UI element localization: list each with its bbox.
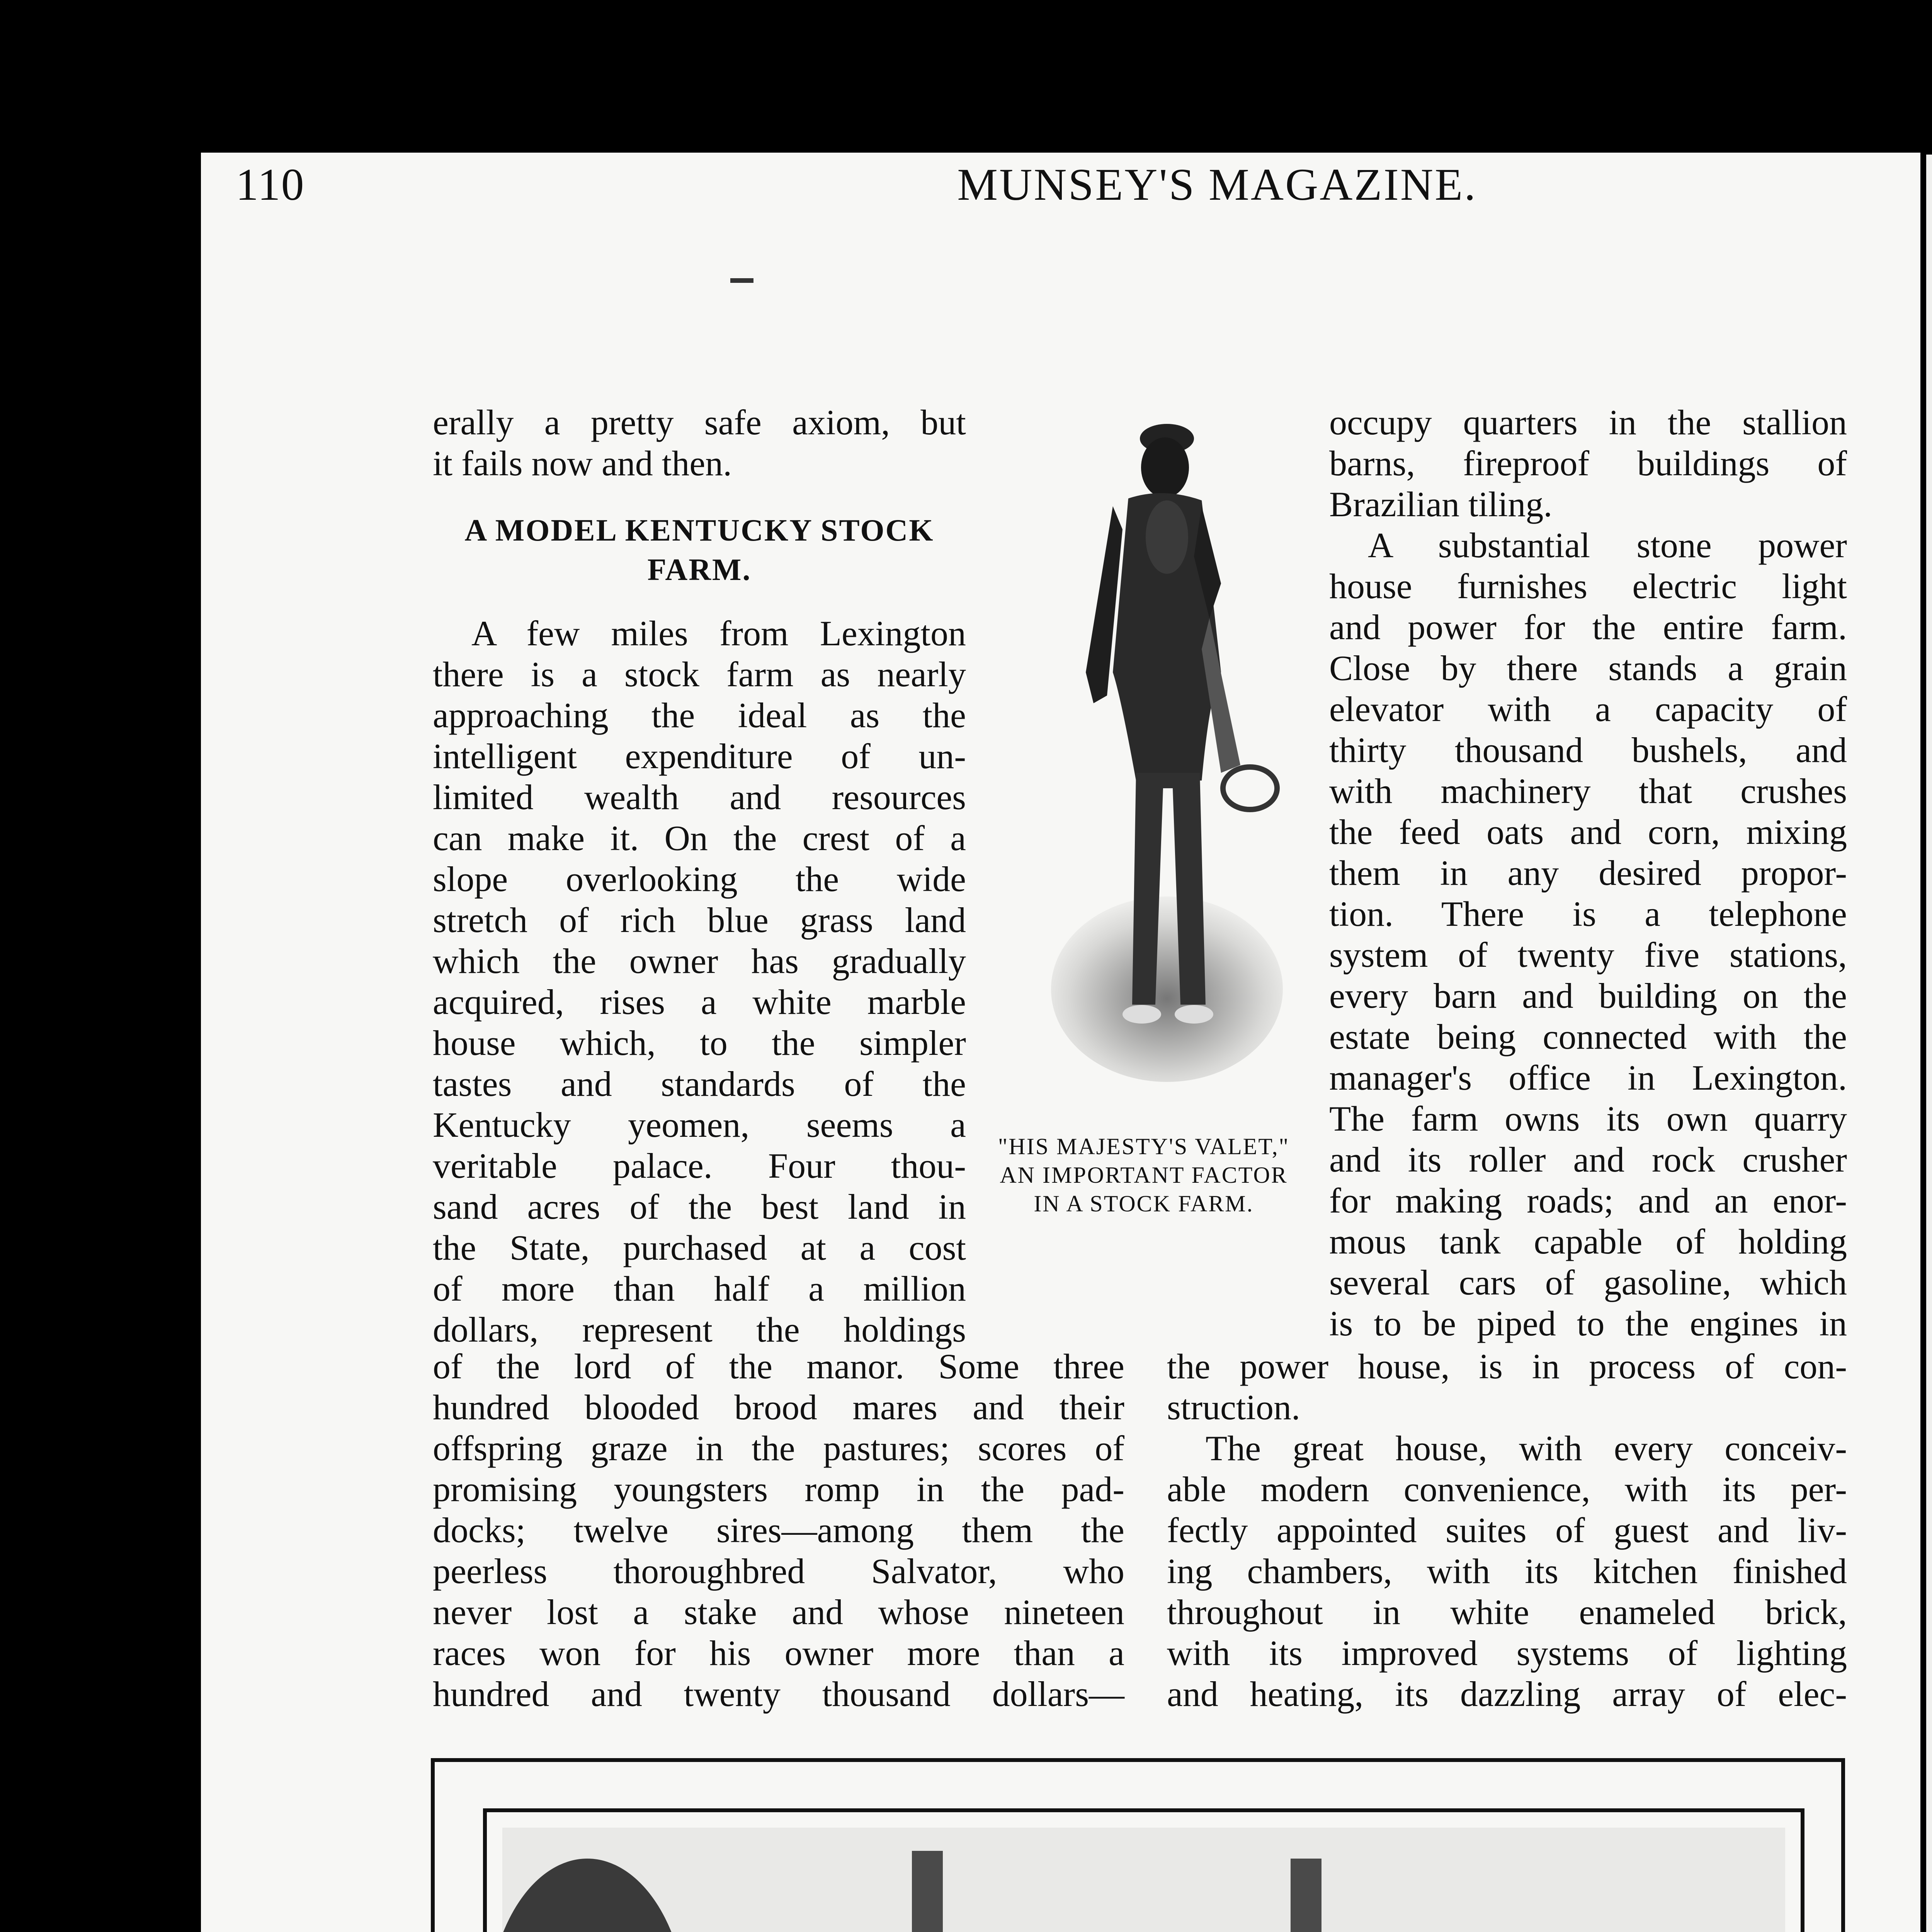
text-line: stretch of rich blue grass land bbox=[433, 900, 966, 940]
text-line: throughout in white enameled brick, bbox=[1167, 1592, 1847, 1632]
text-line: races won for his owner more than a bbox=[433, 1633, 1124, 1673]
text-line: and power for the entire farm. bbox=[1329, 607, 1847, 647]
text-line: limited wealth and resources bbox=[433, 777, 966, 817]
text-line: dollars, represent the holdings bbox=[433, 1310, 966, 1349]
text-line: which the owner has gradually bbox=[433, 941, 966, 981]
text-line: the feed oats and corn, mixing bbox=[1329, 812, 1847, 852]
text-line-group bbox=[433, 613, 966, 1350]
text-line: promising youngsters romp in the pad- bbox=[433, 1469, 1124, 1509]
column-right-lower bbox=[1167, 1346, 1847, 1714]
print-mark bbox=[730, 278, 753, 283]
text-line: elevator with a capacity of bbox=[1329, 689, 1847, 729]
text-line: tion. There is a telephone bbox=[1329, 894, 1847, 934]
text-line: mous tank capable of holding bbox=[1329, 1222, 1847, 1261]
text-line: for making roads; and an enor- bbox=[1329, 1181, 1847, 1220]
text-line: sand acres of the best land in bbox=[433, 1187, 966, 1226]
text-line: is to be piped to the engines in bbox=[1329, 1304, 1847, 1343]
text-line: several cars of gasoline, which bbox=[1329, 1263, 1847, 1302]
text-line: of more than half a million bbox=[433, 1269, 966, 1308]
text-line: and its roller and rock crusher bbox=[1329, 1140, 1847, 1179]
text-line: Close by there stands a grain bbox=[1329, 648, 1847, 688]
ashland-photograph bbox=[502, 1828, 1785, 1932]
text-line: acquired, rises a white marble bbox=[433, 982, 966, 1022]
text-line: The farm owns its own quarry bbox=[1329, 1099, 1847, 1138]
page-number: 110 bbox=[236, 159, 305, 210]
text-line: with its improved systems of lighting bbox=[1167, 1633, 1847, 1673]
text-line: occupy quarters in the stallion bbox=[1329, 403, 1847, 442]
text-line: estate being connected with the bbox=[1329, 1017, 1847, 1056]
text-line: barns, fireproof buildings of bbox=[1329, 444, 1847, 483]
text-line: Kentucky yeomen, seems a bbox=[433, 1105, 966, 1145]
text-line: every barn and building on the bbox=[1329, 976, 1847, 1015]
text-line: approaching the ideal as the bbox=[433, 696, 966, 735]
text-line: can make it. On the crest of a bbox=[433, 818, 966, 858]
text-line: ing chambers, with its kitchen finished bbox=[1167, 1551, 1847, 1591]
text-line: manager's office in Lexington. bbox=[1329, 1058, 1847, 1097]
text-line: struction. bbox=[1167, 1388, 1300, 1427]
text-line: with machinery that crushes bbox=[1329, 771, 1847, 811]
text-line: of the lord of the manor. Some three bbox=[433, 1347, 1124, 1386]
text-line: hundred blooded brood mares and their bbox=[433, 1388, 1124, 1427]
text-line: slope overlooking the wide bbox=[433, 859, 966, 899]
text-line: house which, to the simpler bbox=[433, 1023, 966, 1063]
column-right bbox=[1329, 402, 1847, 1344]
text-line: A substantial stone power bbox=[1368, 526, 1847, 565]
text-line: docks; twelve sires—among them the bbox=[433, 1510, 1124, 1550]
running-title: MUNSEY'S MAGAZINE. bbox=[957, 159, 1477, 210]
text-line: there is a stock farm as nearly bbox=[433, 655, 966, 694]
text-line: the power house, is in process of con- bbox=[1167, 1347, 1847, 1386]
text-line: erally a pretty safe axiom, but bbox=[433, 403, 966, 442]
text-line: and heating, its dazzling array of elec- bbox=[1167, 1674, 1847, 1714]
text-line: tastes and standards of the bbox=[433, 1064, 966, 1104]
text-line: system of twenty five stations, bbox=[1329, 935, 1847, 975]
text-line: hundred and twenty thousand dollars— bbox=[433, 1674, 1124, 1714]
text-line: them in any desired propor- bbox=[1329, 853, 1847, 893]
text-line: house furnishes electric light bbox=[1329, 566, 1847, 606]
text-line-group bbox=[433, 402, 966, 484]
text-line: able modern convenience, with its per- bbox=[1167, 1469, 1847, 1509]
text-line: it fails now and then. bbox=[433, 444, 732, 483]
text-line: Brazilian tiling. bbox=[1329, 485, 1553, 524]
text-line: offspring graze in the pastures; scores of bbox=[433, 1429, 1124, 1468]
text-line: never lost a stake and whose nineteen bbox=[433, 1592, 1124, 1632]
text-line: veritable palace. Four thou- bbox=[433, 1146, 966, 1185]
text-line: fectly appointed suites of guest and liv- bbox=[1167, 1510, 1847, 1550]
text-line: the State, purchased at a cost bbox=[433, 1228, 966, 1267]
column-left-lower bbox=[433, 1346, 1124, 1714]
section-heading: A MODEL KENTUCKY STOCK FARM. bbox=[464, 514, 934, 587]
text-line: A few miles from Lexington bbox=[471, 614, 966, 653]
next-page-edge bbox=[1926, 155, 1932, 1932]
text-line: peerless thoroughbred Salvator, who bbox=[433, 1551, 1124, 1591]
text-line: thirty thousand bushels, and bbox=[1329, 730, 1847, 770]
valet-photograph bbox=[1039, 402, 1283, 1097]
valet-caption: "HIS MAJESTY'S VALET," AN IMPORTANT FACTOR IN A STOCK FARM. bbox=[998, 1134, 1290, 1216]
text-line: The great house, with every conceiv- bbox=[1206, 1429, 1847, 1468]
column-left bbox=[433, 402, 966, 1350]
text-line: intelligent expenditure of un- bbox=[433, 736, 966, 776]
